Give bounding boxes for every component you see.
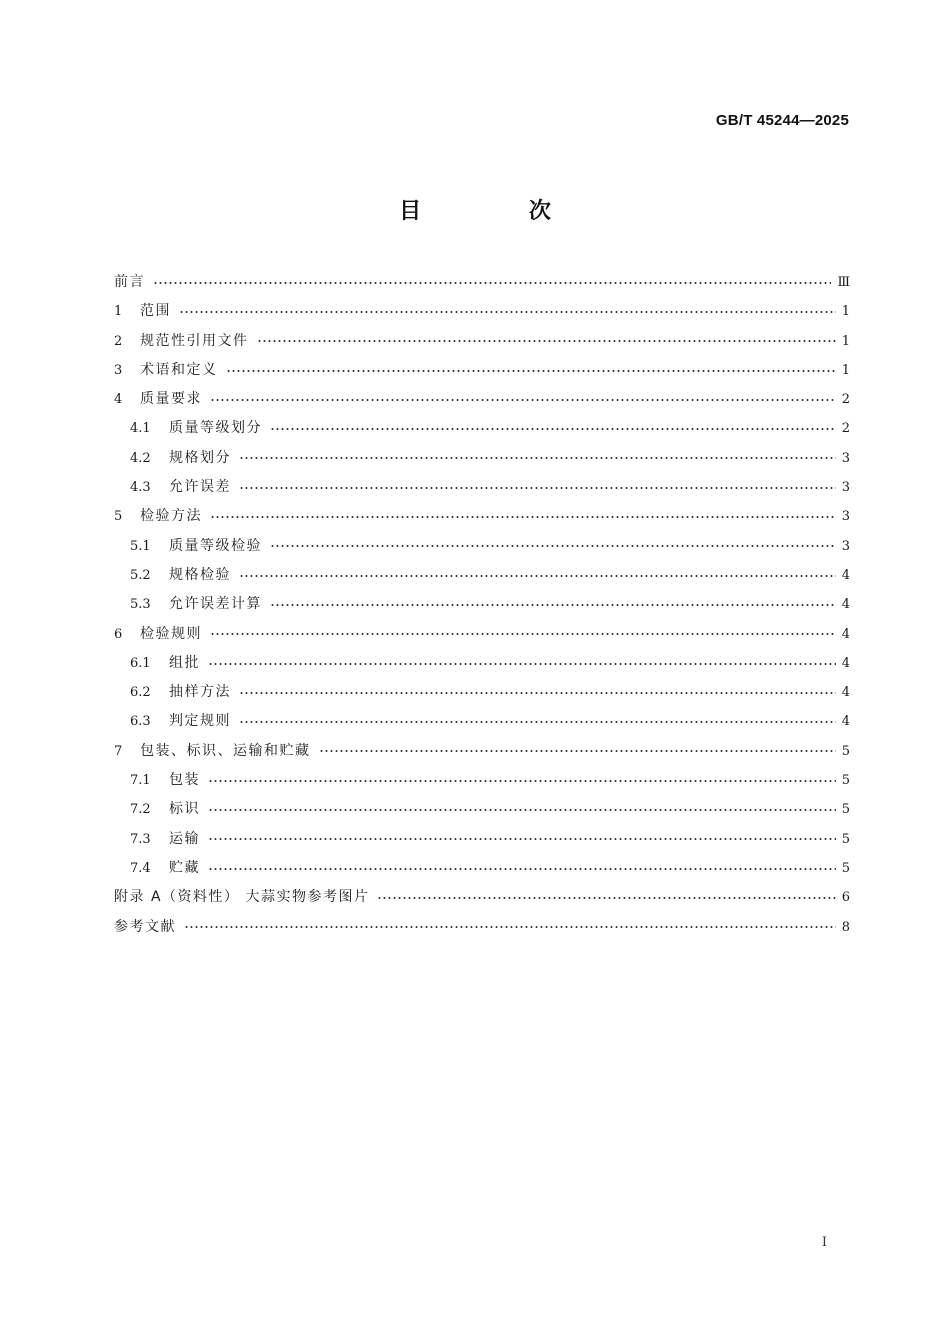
toc-entry-title: 附录 A（资料性） 大蒜实物参考图片 xyxy=(114,889,370,906)
toc-entry-title: 贮藏 xyxy=(169,859,200,876)
toc-entry-page: 8 xyxy=(841,919,850,935)
toc-entry-4-1[interactable] xyxy=(114,414,850,443)
dot-leader xyxy=(257,340,836,342)
toc-entry-title: 术语和定义 xyxy=(140,361,218,378)
toc-entry-number: 7.1 xyxy=(130,773,151,789)
toc-entry-6-2[interactable] xyxy=(114,678,850,707)
toc-entry-page: 2 xyxy=(841,421,850,437)
toc-entry-title: 运输 xyxy=(169,830,200,847)
toc-entry-number: 6.1 xyxy=(130,655,151,671)
toc-entry-title: 检验方法 xyxy=(140,508,202,525)
dot-leader xyxy=(208,809,836,811)
toc-entry-page: 3 xyxy=(841,480,850,496)
toc-entry-number: 5.2 xyxy=(130,567,151,583)
dot-leader xyxy=(239,575,836,577)
toc-entry-title: 标识 xyxy=(169,801,200,818)
toc-entry-normative-references[interactable] xyxy=(114,327,850,356)
dot-leader xyxy=(377,897,835,899)
toc-entry-number: 7 xyxy=(114,743,123,759)
toc-entry-inspection-rules[interactable] xyxy=(114,620,850,649)
toc-entry-title: 允许误差 xyxy=(169,479,231,496)
toc-entry-page: 3 xyxy=(841,538,850,554)
toc-entry-scope[interactable] xyxy=(114,297,850,326)
toc-entry-title: 规范性引用文件 xyxy=(140,332,249,349)
toc-entry-4-3[interactable] xyxy=(114,473,850,502)
toc-entry-title: 包装、标识、运输和贮藏 xyxy=(140,742,311,759)
toc-entry-5-2[interactable] xyxy=(114,561,850,590)
toc-entry-quality-requirements[interactable] xyxy=(114,385,850,414)
toc-entry-annex-a[interactable] xyxy=(114,883,850,912)
dot-leader xyxy=(208,838,836,840)
dot-leader xyxy=(239,692,836,694)
table-of-contents xyxy=(114,268,850,942)
dot-leader xyxy=(239,721,836,723)
toc-entry-title: 质量等级划分 xyxy=(169,420,262,437)
toc-entry-page: 6 xyxy=(841,890,850,906)
toc-title: 目 次 xyxy=(399,199,601,224)
toc-entry-page: 5 xyxy=(841,743,850,759)
toc-entry-packaging[interactable] xyxy=(114,737,850,766)
toc-entry-5-1[interactable] xyxy=(114,532,850,561)
toc-entry-number: 4.3 xyxy=(130,480,151,496)
toc-entry-title: 参考文献 xyxy=(114,918,176,935)
toc-entry-title: 检验规则 xyxy=(140,625,202,642)
toc-entry-page: 1 xyxy=(841,304,850,320)
toc-entry-number: 5.3 xyxy=(130,597,151,613)
toc-entry-page: 5 xyxy=(841,831,850,847)
toc-entry-page: 1 xyxy=(841,362,850,378)
toc-entry-title: 允许误差计算 xyxy=(169,596,262,613)
page-number: Ⅰ xyxy=(821,1235,827,1250)
toc-entry-number: 4 xyxy=(114,392,123,408)
toc-entry-7-2[interactable] xyxy=(114,795,850,824)
toc-entry-7-1[interactable] xyxy=(114,766,850,795)
toc-entry-title: 质量要求 xyxy=(140,391,202,408)
dot-leader xyxy=(208,663,836,665)
toc-entry-7-3[interactable] xyxy=(114,825,850,854)
toc-entry-title: 抽样方法 xyxy=(169,684,231,701)
dot-leader xyxy=(208,780,836,782)
toc-entry-terms-definitions[interactable] xyxy=(114,356,850,385)
toc-entry-page: 4 xyxy=(841,685,850,701)
toc-entry-title: 判定规则 xyxy=(169,713,231,730)
toc-entry-number: 6.2 xyxy=(130,685,151,701)
toc-entry-number: 5.1 xyxy=(130,538,151,554)
dot-leader xyxy=(270,545,836,547)
dot-leader xyxy=(179,311,836,313)
toc-entry-page: 5 xyxy=(841,860,850,876)
toc-entry-page: 5 xyxy=(841,773,850,789)
toc-entry-bibliography[interactable] xyxy=(114,913,850,942)
toc-entry-page: 3 xyxy=(841,450,850,466)
dot-leader xyxy=(153,282,831,284)
dot-leader xyxy=(184,926,836,928)
toc-entry-foreword[interactable] xyxy=(114,268,850,297)
toc-entry-4-2[interactable] xyxy=(114,444,850,473)
toc-entry-page: 2 xyxy=(841,392,850,408)
dot-leader xyxy=(270,604,836,606)
toc-entry-title: 包装 xyxy=(169,772,200,789)
toc-entry-title: 质量等级检验 xyxy=(169,537,262,554)
toc-entry-page: 3 xyxy=(841,509,850,525)
toc-entry-number: 4.1 xyxy=(130,421,151,437)
toc-entry-page: 4 xyxy=(841,714,850,730)
toc-entry-page: 1 xyxy=(841,333,850,349)
dot-leader xyxy=(319,750,836,752)
toc-entry-page: Ⅲ xyxy=(837,275,850,290)
dot-leader xyxy=(239,487,836,489)
dot-leader xyxy=(210,633,836,635)
toc-entry-number: 2 xyxy=(114,333,123,349)
toc-entry-number: 5 xyxy=(114,509,123,525)
toc-entry-page: 4 xyxy=(841,626,850,642)
toc-entry-6-3[interactable] xyxy=(114,707,850,736)
toc-entry-page: 5 xyxy=(841,802,850,818)
toc-entry-number: 6 xyxy=(114,626,123,642)
dot-leader xyxy=(208,868,836,870)
toc-entry-page: 4 xyxy=(841,655,850,671)
toc-entry-number: 4.2 xyxy=(130,450,151,466)
dot-leader xyxy=(239,457,836,459)
toc-entry-title: 范围 xyxy=(140,303,171,320)
toc-entry-number: 7.4 xyxy=(130,860,151,876)
dot-leader xyxy=(210,399,836,401)
toc-entry-5-3[interactable] xyxy=(114,590,850,619)
dot-leader xyxy=(210,516,836,518)
toc-entry-inspection-methods[interactable] xyxy=(114,502,850,531)
toc-entry-title: 组批 xyxy=(169,654,200,671)
toc-entry-title: 规格划分 xyxy=(169,449,231,466)
toc-entry-number: 3 xyxy=(114,362,123,378)
toc-entry-page: 4 xyxy=(841,597,850,613)
toc-entry-number: 7.2 xyxy=(130,802,151,818)
toc-entry-title: 规格检验 xyxy=(169,566,231,583)
standard-code: GB/T 45244—2025 xyxy=(715,112,849,129)
toc-entry-number: 1 xyxy=(114,304,123,320)
dot-leader xyxy=(226,370,836,372)
toc-entry-6-1[interactable] xyxy=(114,649,850,678)
toc-entry-title: 前言 xyxy=(114,274,145,290)
toc-entry-7-4[interactable] xyxy=(114,854,850,883)
dot-leader xyxy=(270,428,836,430)
toc-entry-number: 7.3 xyxy=(130,831,151,847)
toc-entry-page: 4 xyxy=(841,567,850,583)
toc-entry-number: 6.3 xyxy=(130,714,151,730)
